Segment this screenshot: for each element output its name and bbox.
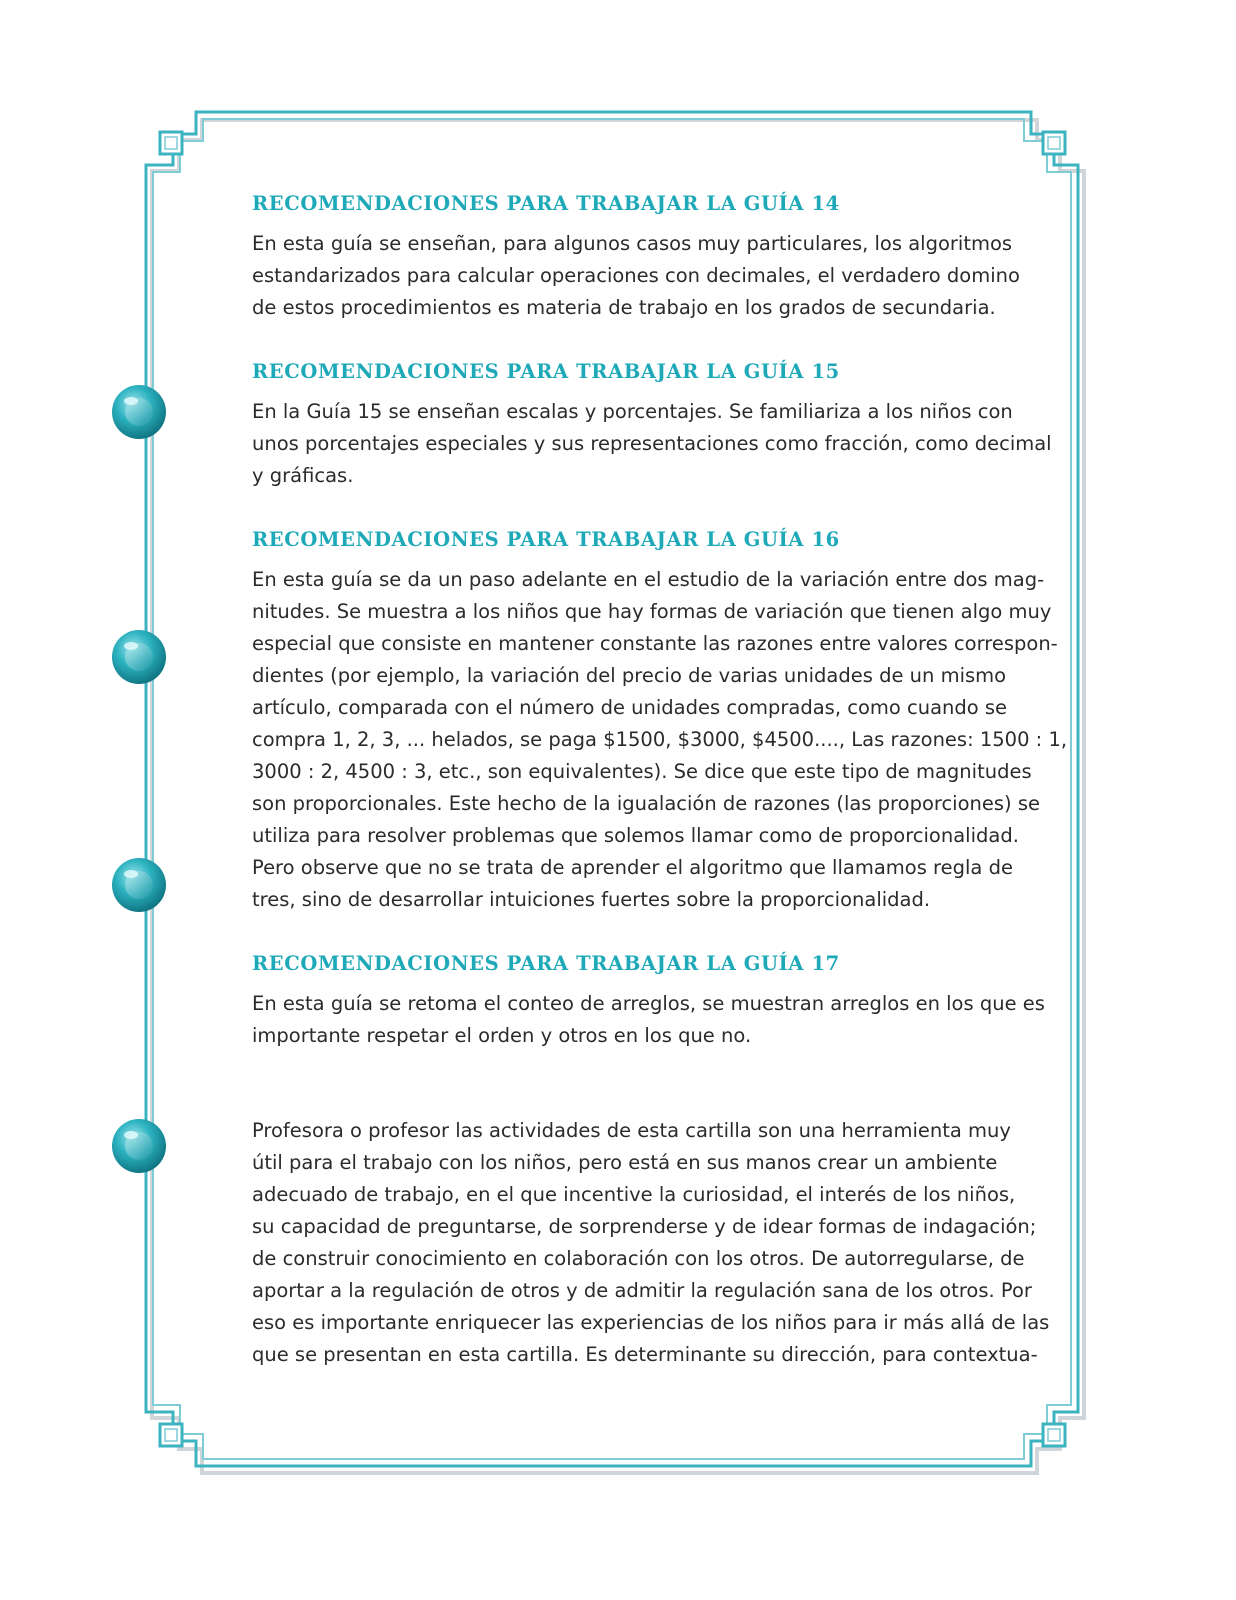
section-paragraph xyxy=(252,564,1068,916)
page-content xyxy=(252,188,1068,1371)
text-line: 3000 : 2, 4500 : 3, etc., son equivalentes). Se dice que este tipo de magnitudes xyxy=(252,760,1032,783)
closing-paragraph xyxy=(252,1115,1050,1371)
section-heading: RECOMENDACIONES PARA TRABAJAR LA GUÍA 15 xyxy=(252,360,840,383)
text-line: En esta guía se retoma el conteo de arreglos, se muestran arreglos en los que es xyxy=(252,992,1045,1015)
text-line: y gráficas. xyxy=(252,464,354,487)
section-paragraph xyxy=(252,988,1045,1052)
text-line: su capacidad de preguntarse, de sorprenderse y de idear formas de indagación; xyxy=(252,1215,1037,1238)
text-line: eso es importante enriquecer las experiencias de los niños para ir más allá de las xyxy=(252,1311,1050,1334)
text-line: son proporcionales. Este hecho de la igualación de razones (las proporciones) se xyxy=(252,792,1041,815)
text-line: especial que consiste en mantener constante las razones entre valores correspon- xyxy=(252,632,1058,655)
text-line: tres, sino de desarrollar intuiciones fuertes sobre la proporcionalidad. xyxy=(252,888,931,911)
text-line: compra 1, 2, 3, ... helados, se paga $1500, $3000, $4500...., Las razones: 1500 : 1, xyxy=(252,728,1068,751)
bead-4 xyxy=(112,1119,166,1173)
section-guia-17 xyxy=(252,948,1045,1052)
bead-2 xyxy=(112,630,166,684)
text-line: utiliza para resolver problemas que solemos llamar como de proporcionalidad. xyxy=(252,824,1019,847)
text-line: artículo, comparada con el número de unidades compradas, como cuando se xyxy=(252,696,1008,719)
text-line: aportar a la regulación de otros y de admitir la regulación sana de los otros. Por xyxy=(252,1279,1032,1302)
text-line: estandarizados para calcular operaciones con decimales, el verdadero domino xyxy=(252,264,1020,287)
closing-section xyxy=(252,1115,1050,1371)
binding-beads xyxy=(112,385,166,1173)
section-guia-15 xyxy=(252,356,1052,492)
text-line: unos porcentajes especiales y sus representaciones como fracción, como decimal xyxy=(252,432,1052,455)
text-line: que se presentan en esta cartilla. Es determinante su dirección, para contextua- xyxy=(252,1343,1038,1366)
text-line: de construir conocimiento en colaboración con los otros. De autorregularse, de xyxy=(252,1247,1025,1270)
section-guia-14 xyxy=(252,188,1032,324)
text-line: Profesora o profesor las actividades de esta cartilla son una herramienta muy xyxy=(252,1119,1011,1142)
section-heading: RECOMENDACIONES PARA TRABAJAR LA GUÍA 14 xyxy=(252,192,840,215)
text-line: de estos procedimientos es materia de trabajo en los grados de secundaria. xyxy=(252,296,996,319)
text-line: En la Guía 15 se enseñan escalas y porcentajes. Se familiariza a los niños con xyxy=(252,400,1013,423)
section-paragraph xyxy=(252,396,1052,492)
bead-3 xyxy=(112,858,166,912)
text-line: En esta guía se enseñan, para algunos casos muy particulares, los algoritmos xyxy=(252,232,1013,255)
text-line: En esta guía se da un paso adelante en el estudio de la variación entre dos mag- xyxy=(252,568,1045,591)
text-line: nitudes. Se muestra a los niños que hay formas de variación que tienen algo muy xyxy=(252,600,1052,623)
section-guia-16 xyxy=(252,524,1068,916)
bead-1 xyxy=(112,385,166,439)
section-paragraph xyxy=(252,228,1032,324)
text-line: Pero observe que no se trata de aprender el algoritmo que llamamos regla de xyxy=(252,856,1013,879)
section-heading: RECOMENDACIONES PARA TRABAJAR LA GUÍA 16 xyxy=(252,528,840,551)
text-line: útil para el trabajo con los niños, pero está en sus manos crear un ambiente xyxy=(252,1151,998,1174)
text-line: dientes (por ejemplo, la variación del precio de varias unidades de un mismo xyxy=(252,664,1007,687)
section-heading: RECOMENDACIONES PARA TRABAJAR LA GUÍA 17 xyxy=(252,952,840,975)
text-line: adecuado de trabajo, en el que incentive la curiosidad, el interés de los niños, xyxy=(252,1183,1016,1206)
text-line: importante respetar el orden y otros en los que no. xyxy=(252,1024,752,1047)
